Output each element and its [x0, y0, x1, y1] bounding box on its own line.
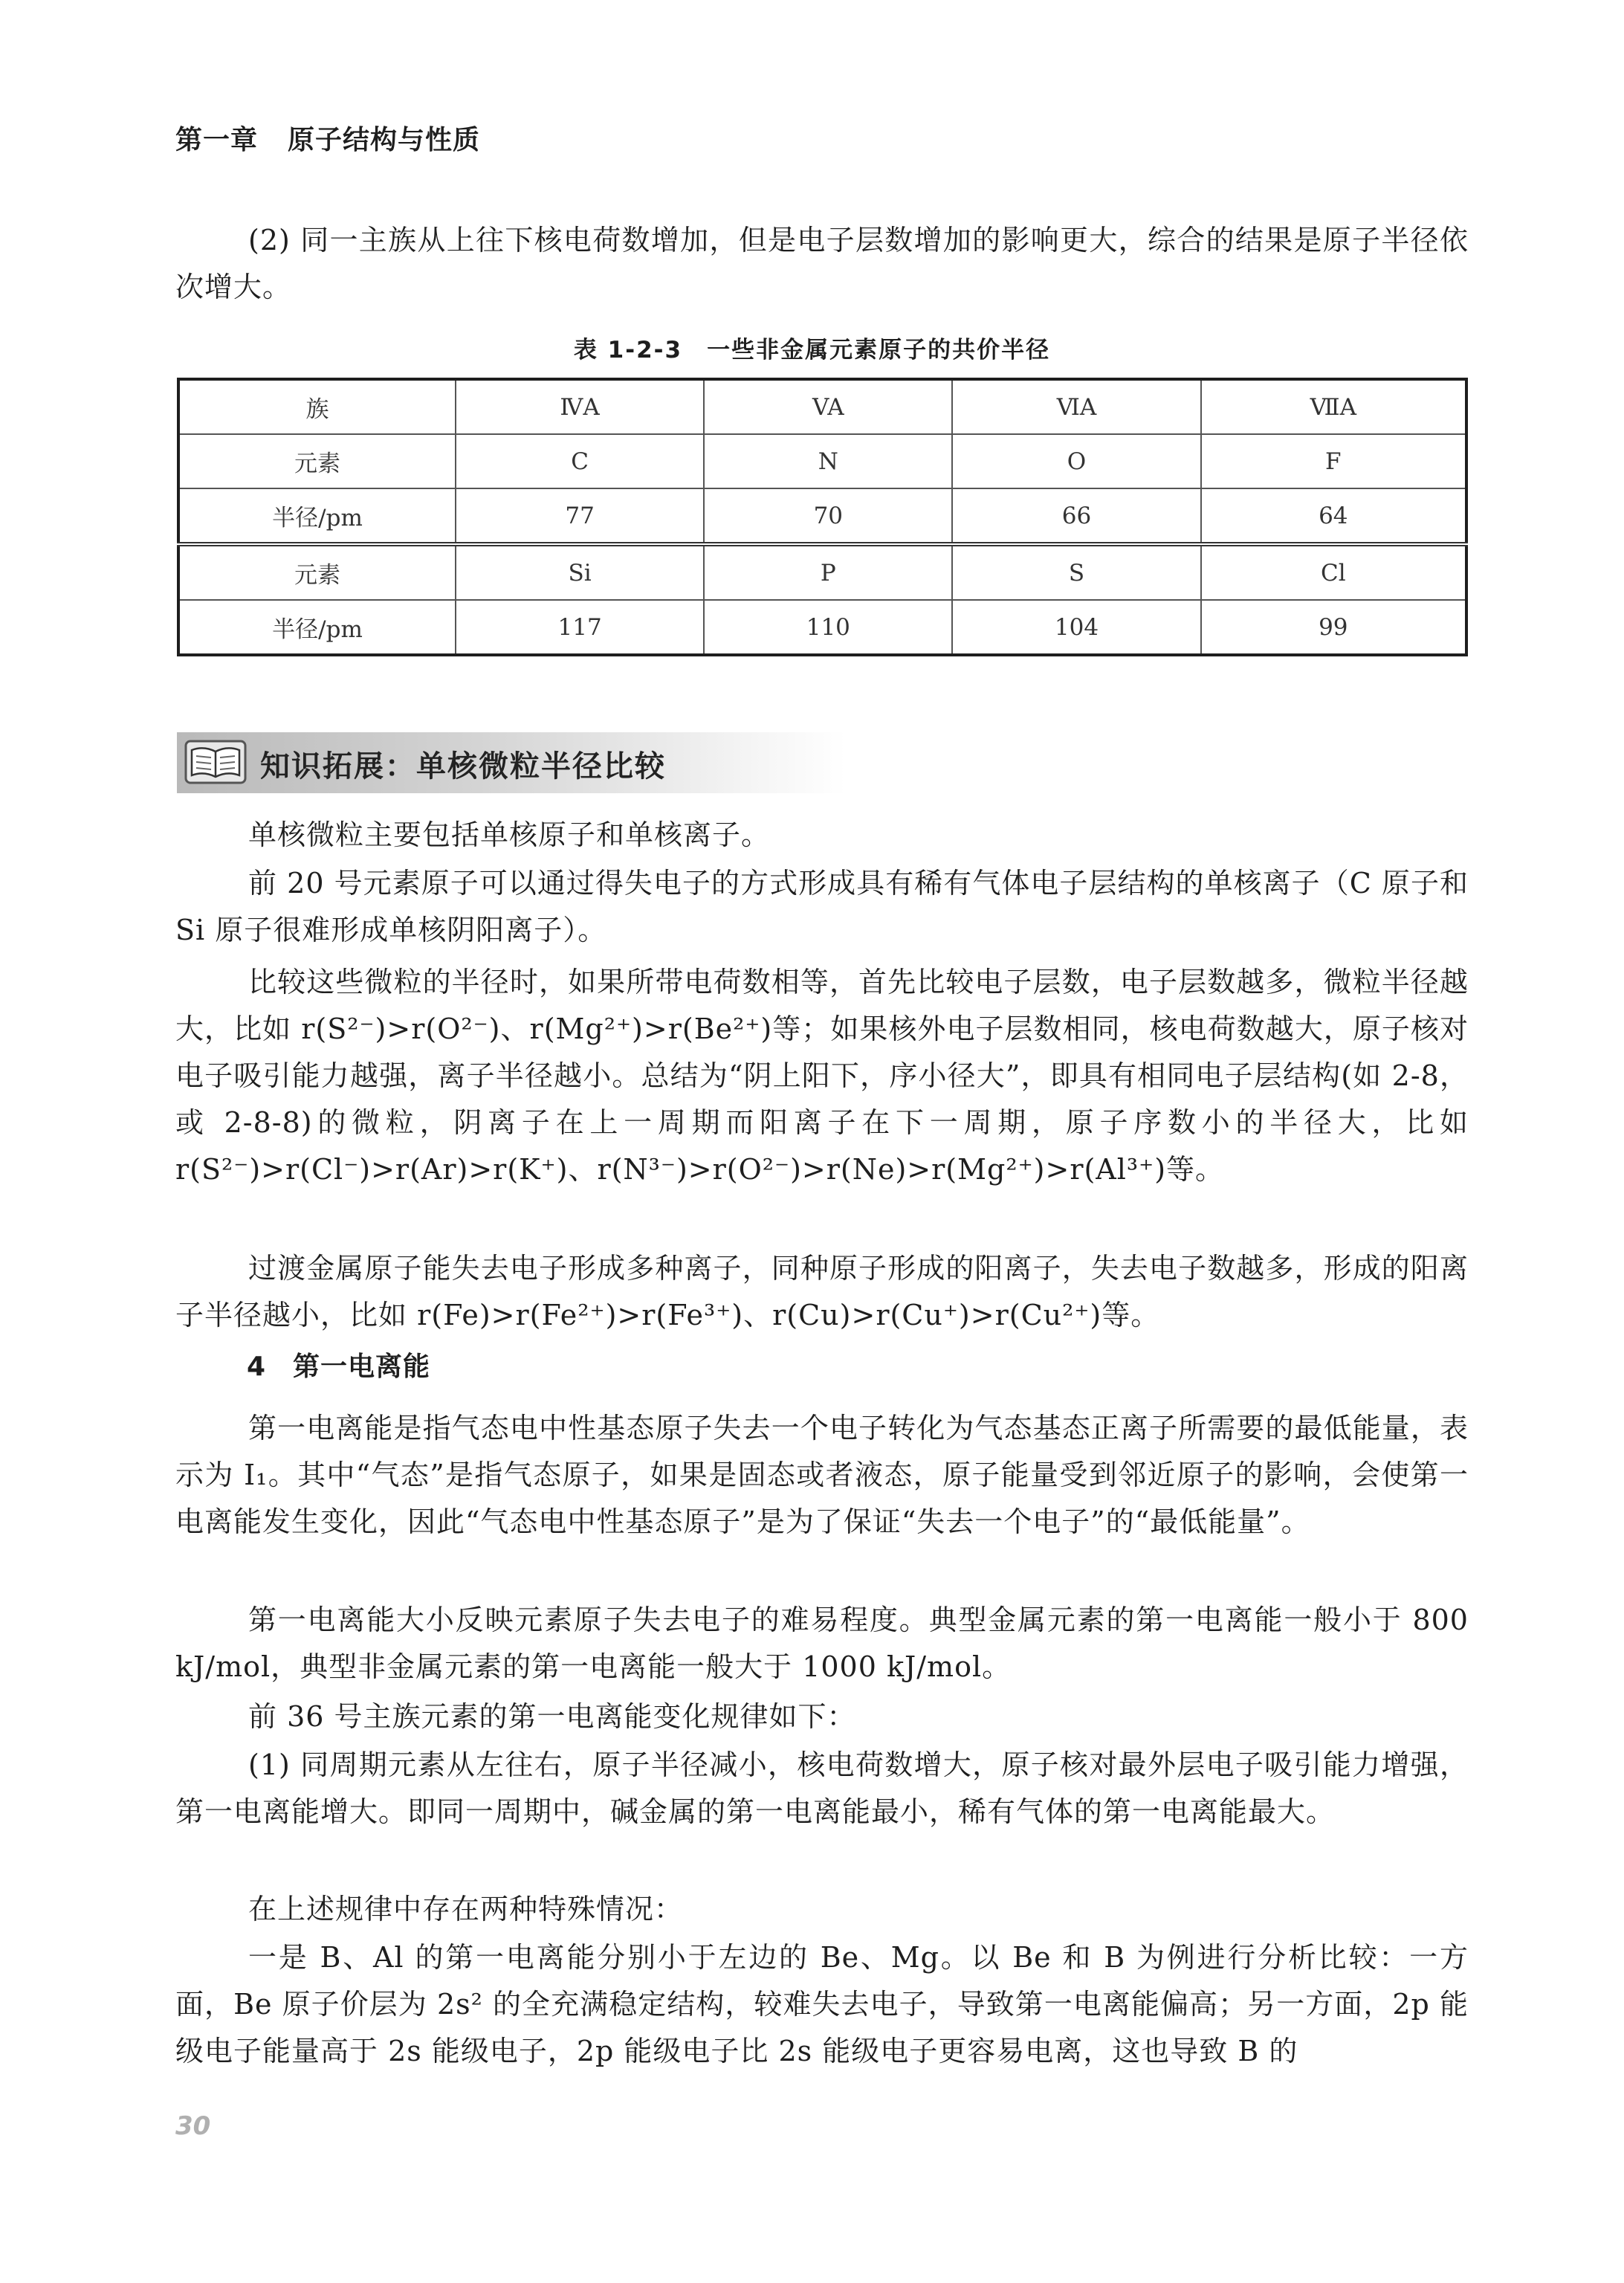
chapter-title: 原子结构与性质 — [288, 125, 481, 155]
table-row — [178, 379, 1466, 434]
table-cell: 元素 — [178, 544, 456, 600]
table-row — [178, 488, 1466, 544]
table-cell: 99 — [1201, 600, 1466, 655]
table-cell: ⅦA — [1201, 379, 1466, 434]
knowledge-paragraph-3: 比较这些微粒的半径时，如果所带电荷数相等，首先比较电子层数，电子层数越多，微粒半径越大，比如 r(S²⁻)>r(O²⁻)、r(Mg²⁺)>r(Be²⁺)等；如果核外电子层数相同，核电荷数越大，原子核对电子吸引能力越强，离子半径越小。总结为“阴上阳下，序小径大”，即具有相同电子层结构(如 2-8，或 2-8-8)的微粒，阴离子在上一周期而阳离子在下一周期，原子序数小的半径大，比如 r(S²⁻)>r(Cl⁻)>r(Ar)>r(K⁺)、r(N³⁻)>r(O²⁻)>r(Ne)>r(Mg²⁺)>r(Al³⁺)等。 — [175, 966, 1469, 1186]
table-cell: VA — [704, 379, 952, 434]
chapter-label: 第一章 — [175, 125, 259, 155]
paragraph-top: (2) 同一主族从上往下核电荷数增加，但是电子层数增加的影响更大，综合的结果是原子半径依次增大。 — [175, 224, 1469, 303]
section-paragraph-5: 在上述规律中存在两种特殊情况： — [248, 1893, 684, 1925]
section-paragraph-6: 一是 B、Al 的第一电离能分别小于左边的 Be、Mg。以 Be 和 B 为例进行分析比较：一方面，Be 原子价层为 2s² 的全充满稳定结构，较难失去电子，导致第一电离能偏高；另一方面，2p 能级电子能量高于 2s 能级电子，2p 能级电子比 2s 能级电子更容易电离，这也导致 B 的 — [175, 1941, 1469, 2067]
table-cell: N — [704, 434, 952, 488]
table-row — [178, 434, 1466, 488]
table-cell: 半径/pm — [178, 488, 456, 544]
section-paragraph-3: 前 36 号主族元素的第一电离能变化规律如下： — [248, 1700, 856, 1733]
table-caption: 表 1-2-3 一些非金属元素原子的共价半径 — [573, 337, 1051, 364]
running-header — [175, 119, 480, 157]
table-cell: 族 — [178, 379, 456, 434]
table-cell: 半径/pm — [178, 600, 456, 655]
table-cell: 117 — [456, 600, 704, 655]
knowledge-title: 知识拓展：单核微粒半径比较 — [260, 749, 666, 784]
knowledge-paragraph-1: 单核微粒主要包括单核原子和单核离子。 — [248, 818, 771, 851]
knowledge-paragraph-2: 前 20 号元素原子可以通过得失电子的方式形成具有稀有气体电子层结构的单核离子（C 原子和 Si 原子很难形成单核阴阳离子）。 — [175, 867, 1469, 946]
table-cell: S — [952, 544, 1200, 600]
table-row — [178, 600, 1466, 655]
table-cell: 70 — [704, 488, 952, 544]
knowledge-paragraph-4: 过渡金属原子能失去电子形成多种离子，同种原子形成的阳离子，失去电子数越多，形成的阳离子半径越小，比如 r(Fe)>r(Fe²⁺)>r(Fe³⁺)、r(Cu)>r(Cu⁺)>r(Cu²⁺)等。 — [175, 1252, 1469, 1331]
knowledge-banner — [177, 732, 846, 793]
table-cell: O — [952, 434, 1200, 488]
table-cell: F — [1201, 434, 1466, 488]
page-number: 30 — [175, 2111, 211, 2141]
table-cell: 104 — [952, 600, 1200, 655]
table-row — [178, 544, 1466, 600]
section-paragraph-4: (1) 同周期元素从左往右，原子半径减小，核电荷数增大，原子核对最外层电子吸引能力增强，第一电离能增大。即同一周期中，碱金属的第一电离能最小，稀有气体的第一电离能最大。 — [175, 1748, 1469, 1828]
section-title: 第一电离能 — [293, 1352, 431, 1382]
table-cell: 110 — [704, 600, 952, 655]
section-paragraph-1: 第一电离能是指气态电中性基态原子失去一个电子转化为气态基态正离子所需要的最低能量，表示为 I₁。其中“气态”是指气态原子，如果是固态或者液态，原子能量受到邻近原子的影响，会使第一电离能发生变化，因此“气态电中性基态原子”是为了保证“失去一个电子”的“最低能量”。 — [175, 1412, 1469, 1538]
section-paragraph-2: 第一电离能大小反映元素原子失去电子的难易程度。典型金属元素的第一电离能一般小于 800 kJ/mol，典型非金属元素的第一电离能一般大于 1000 kJ/mol。 — [175, 1604, 1469, 1683]
table-cell: C — [456, 434, 704, 488]
table-cell: 元素 — [178, 434, 456, 488]
table-cell: ⅥA — [952, 379, 1200, 434]
table-cell: Cl — [1201, 544, 1466, 600]
table-cell: ⅣA — [456, 379, 704, 434]
section-heading — [247, 1346, 430, 1383]
table-cell: 66 — [952, 488, 1200, 544]
section-number: 4 — [247, 1352, 267, 1382]
table-cell: 64 — [1201, 488, 1466, 544]
table-cell: Si — [456, 544, 704, 600]
covalent-radius-table — [177, 378, 1468, 656]
open-book-icon — [184, 740, 247, 784]
table-cell: 77 — [456, 488, 704, 544]
table-cell: P — [704, 544, 952, 600]
